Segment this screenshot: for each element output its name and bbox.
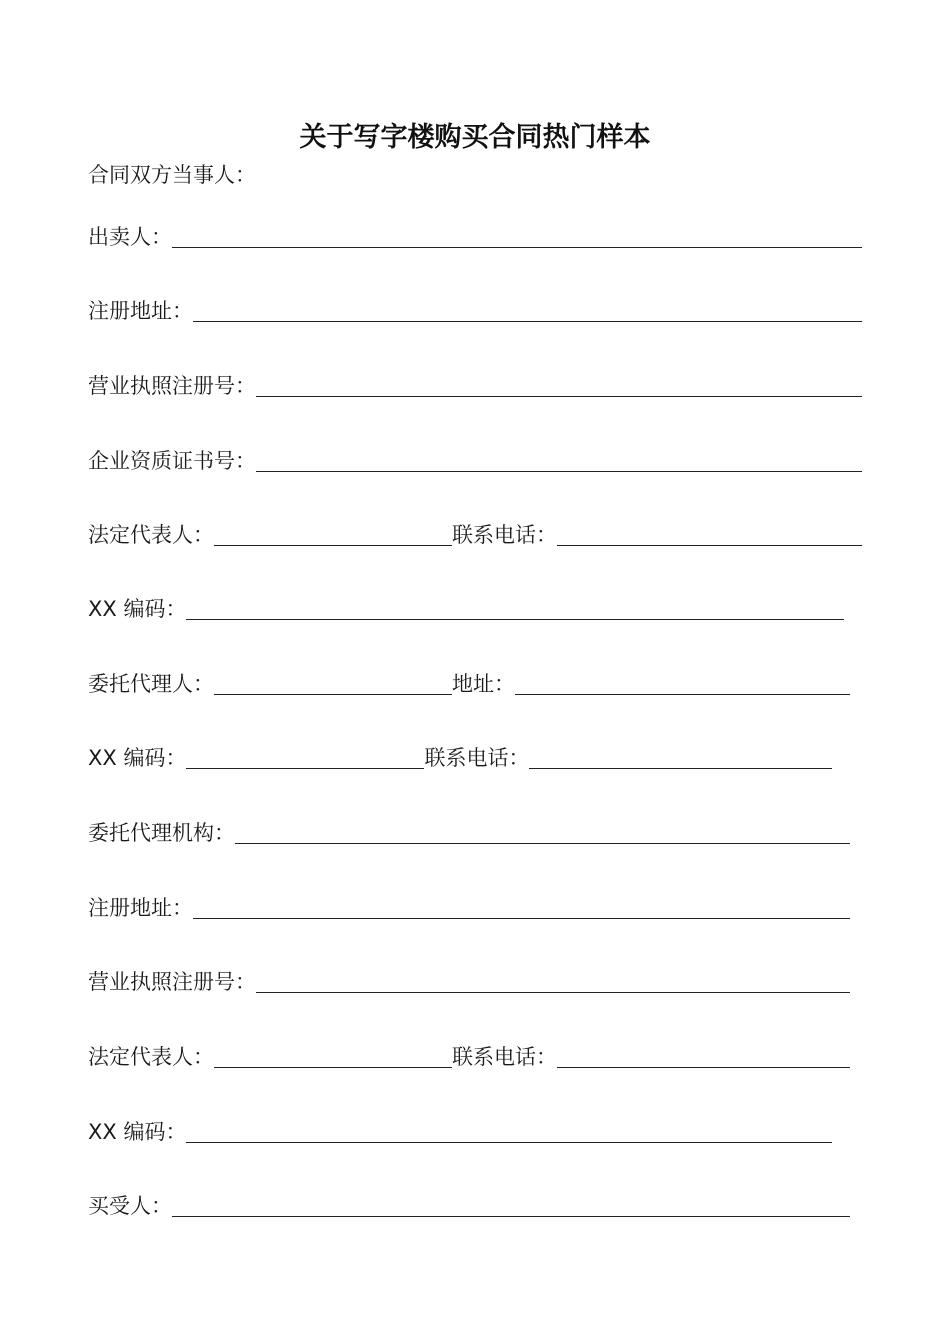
agent-label: 委托代理人： — [88, 672, 214, 696]
parties-heading: 合同双方当事人： — [88, 163, 256, 187]
seller-row — [88, 220, 862, 254]
buyer-blank[interactable] — [172, 1190, 850, 1217]
agency-address-blank[interactable] — [193, 892, 850, 919]
seller-address-blank[interactable] — [193, 295, 862, 322]
seller-rep-blank[interactable] — [214, 519, 452, 546]
agency-address-row — [88, 891, 850, 925]
agency-rep-label: 法定代表人： — [88, 1045, 214, 1069]
agency-rep-row — [88, 1040, 850, 1074]
seller-address-label: 注册地址： — [88, 299, 193, 323]
agent-code-row — [88, 741, 832, 775]
agent-blank[interactable] — [214, 668, 452, 695]
agent-address-blank[interactable] — [515, 668, 850, 695]
agency-code-label: XX 编码： — [88, 1120, 187, 1144]
seller-rep-phone-blank[interactable] — [557, 519, 862, 546]
agency-address-label: 注册地址： — [88, 896, 193, 920]
agency-label: 委托代理机构： — [88, 821, 235, 845]
agent-address-label: 地址： — [452, 672, 515, 696]
agency-blank[interactable] — [235, 817, 850, 844]
agency-rep-phone-blank[interactable] — [557, 1041, 850, 1068]
agency-license-label: 营业执照注册号： — [88, 970, 256, 994]
seller-address-row — [88, 294, 862, 328]
seller-cert-blank[interactable] — [256, 445, 862, 472]
buyer-label: 买受人： — [88, 1194, 172, 1218]
agency-rep-phone-label: 联系电话： — [452, 1045, 557, 1069]
agency-license-row — [88, 965, 850, 999]
document-title: 关于写字楼购买合同热门样本 — [299, 122, 651, 153]
agent-code-blank[interactable] — [186, 742, 424, 769]
agency-license-blank[interactable] — [256, 966, 850, 993]
seller-license-row — [88, 369, 862, 403]
agent-code-label: XX 编码： — [88, 746, 187, 770]
seller-code-blank[interactable] — [186, 593, 844, 620]
agent-phone-label: 联系电话： — [424, 746, 530, 770]
seller-license-label: 营业执照注册号： — [88, 374, 256, 398]
seller-cert-label: 企业资质证书号： — [88, 449, 256, 473]
seller-cert-row — [88, 444, 862, 478]
seller-code-row — [88, 592, 844, 626]
seller-license-blank[interactable] — [256, 370, 862, 397]
seller-blank[interactable] — [172, 221, 862, 248]
seller-code-label: XX 编码： — [88, 597, 187, 621]
agent-row — [88, 667, 850, 701]
buyer-row — [88, 1189, 850, 1223]
seller-rep-row — [88, 518, 862, 552]
agency-row — [88, 816, 850, 850]
seller-rep-label: 法定代表人： — [88, 523, 214, 547]
seller-rep-phone-label: 联系电话： — [452, 523, 557, 547]
agent-phone-blank[interactable] — [529, 742, 832, 769]
agency-rep-blank[interactable] — [214, 1041, 452, 1068]
agency-code-row — [88, 1115, 832, 1149]
agency-code-blank[interactable] — [186, 1116, 832, 1143]
seller-label: 出卖人： — [88, 225, 172, 249]
